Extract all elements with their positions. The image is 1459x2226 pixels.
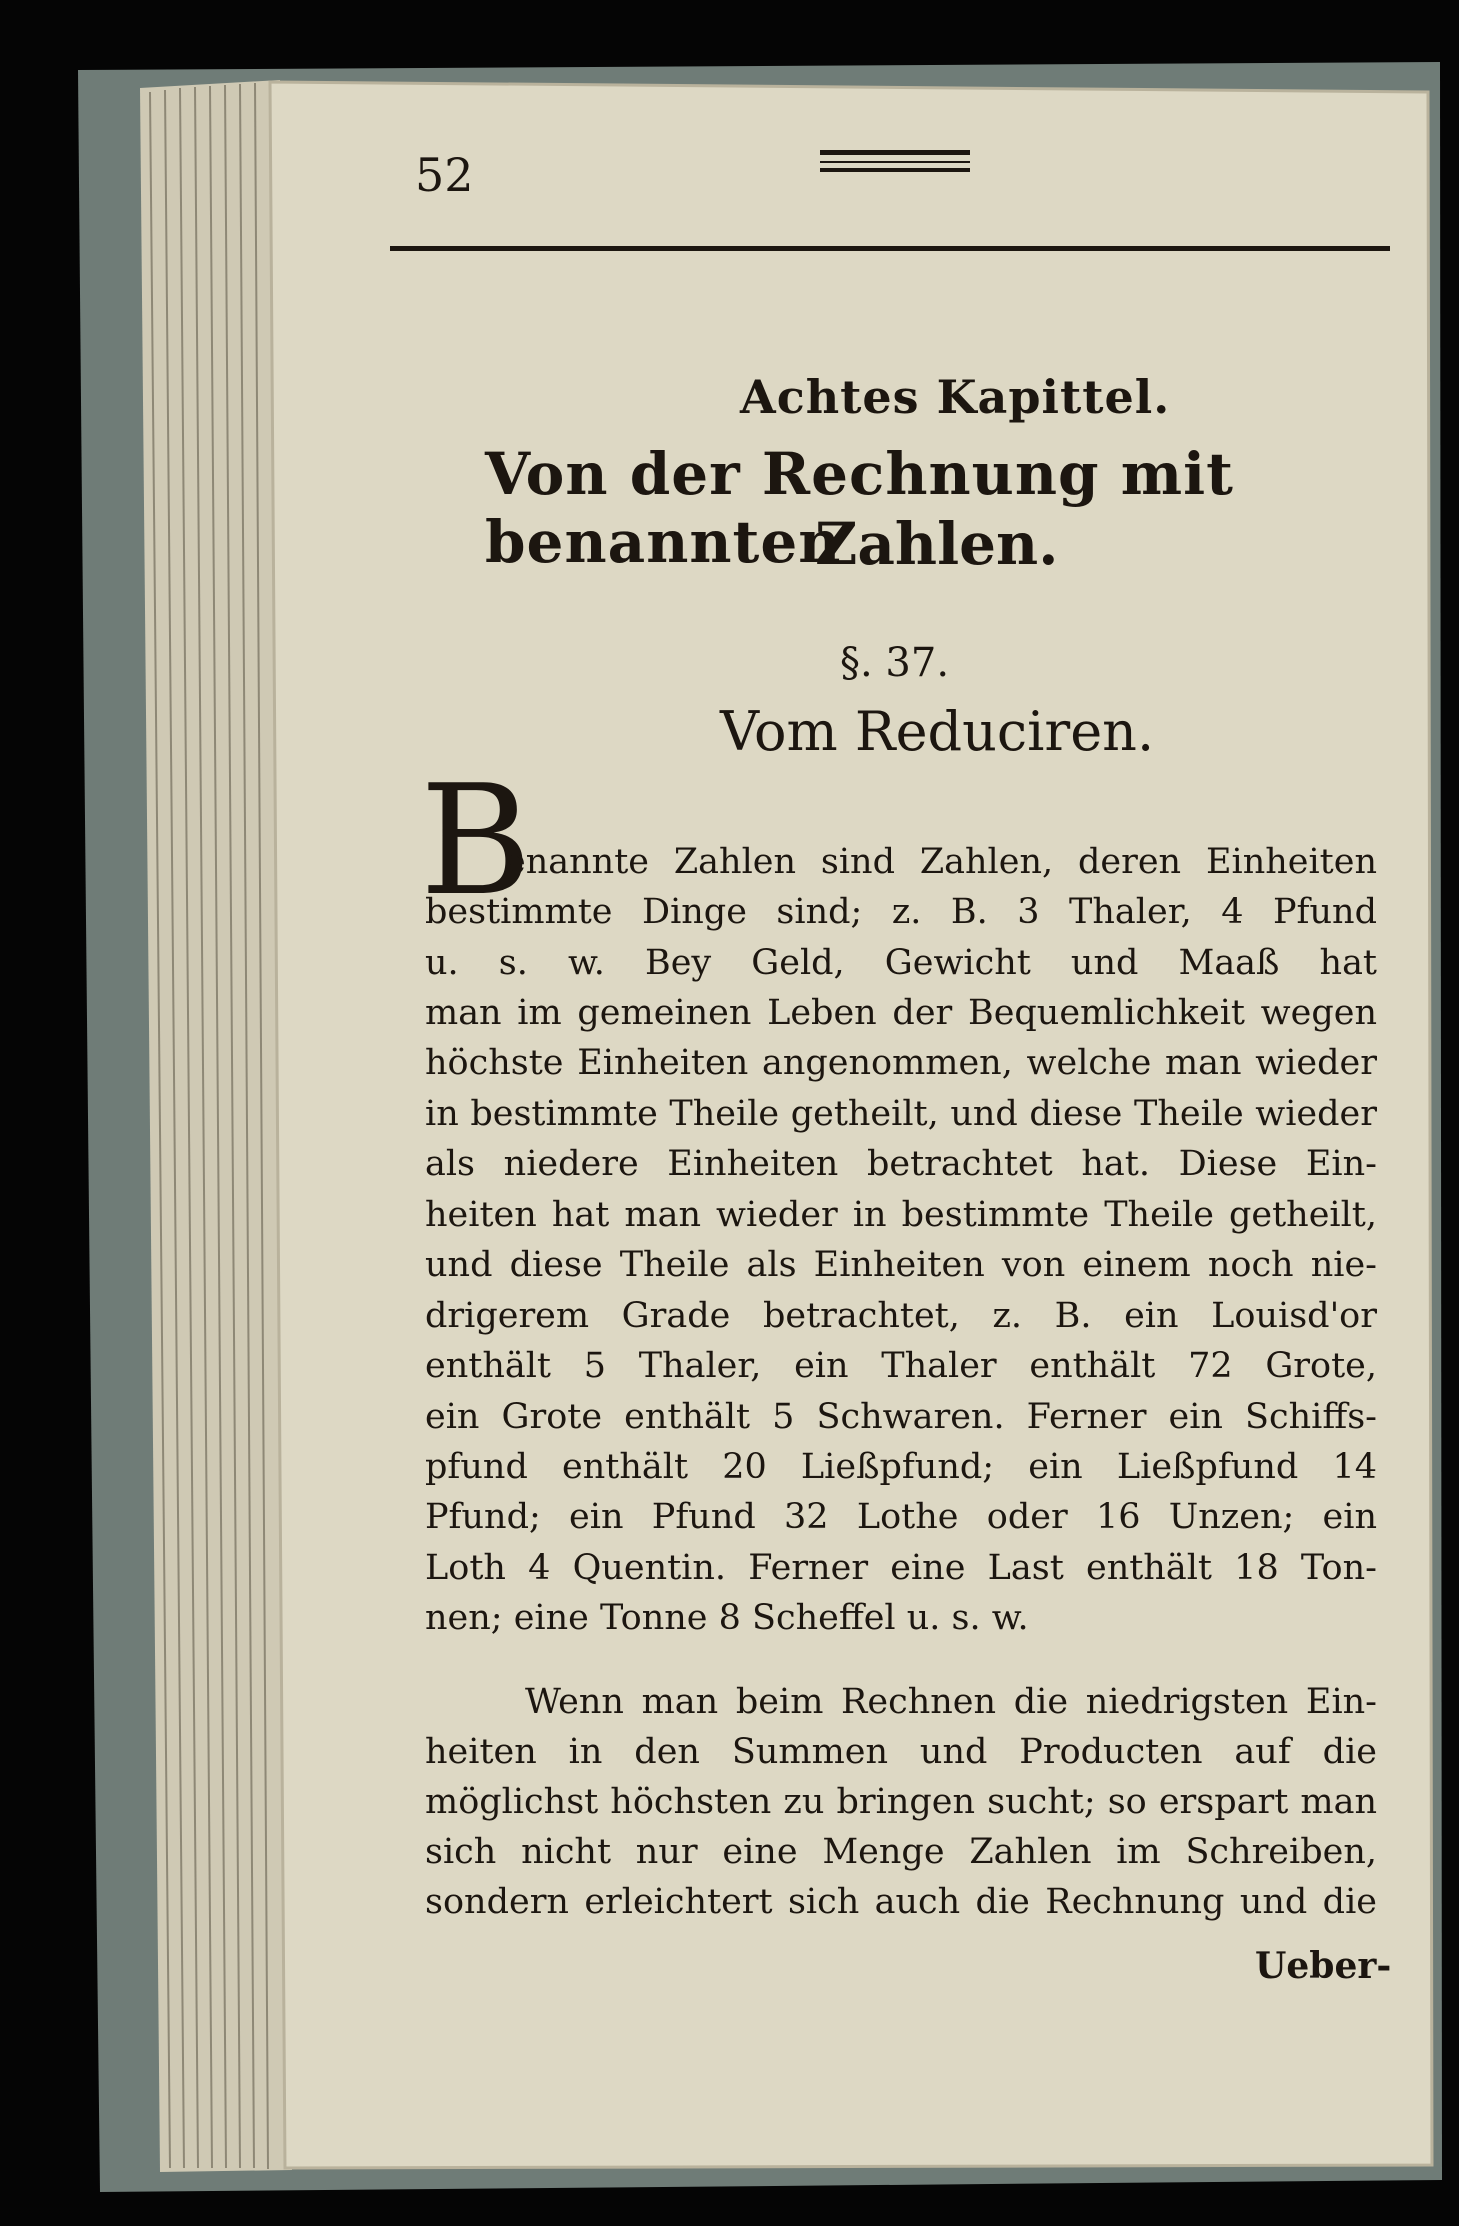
text-line: nen; eine Tonne 8 Scheffel u. s. w. (425, 1598, 1029, 1638)
text-line: als niedere Einheiten betrachtet hat. Diese Ein- (425, 1144, 1377, 1184)
text-line: enannte Zahlen sind Zahlen, deren Einheiten (505, 842, 1377, 882)
text-line: ein Grote enthält 5 Schwaren. Ferner ein Schiffs- (425, 1397, 1377, 1437)
chapter-title: Von der Rechnung mit benannten (485, 440, 1234, 576)
drop-cap: B (420, 752, 532, 929)
chapter-title-continued: Zahlen. (815, 510, 1059, 578)
text-line: höchste Einheiten angenommen, welche man wieder (425, 1043, 1377, 1083)
text-line: sich nicht nur eine Menge Zahlen im Schreiben, (425, 1832, 1377, 1872)
text-line: bestimmte Dinge sind; z. B. 3 Thaler, 4 Pfund (425, 892, 1377, 932)
text-line: enthält 5 Thaler, ein Thaler enthält 72 Grote, (425, 1346, 1377, 1386)
text-line: Loth 4 Quentin. Ferner eine Last enthält 18 Ton- (425, 1548, 1377, 1588)
text-line: sondern erleichtert sich auch die Rechnung und die (425, 1882, 1377, 1922)
section-title: Vom Reduciren. (720, 700, 1155, 763)
chapter-label: Achtes Kapittel. (740, 370, 1171, 424)
section-number: §. 37. (840, 640, 950, 686)
text-line: möglichst höchsten zu bringen sucht; so erspart man (425, 1782, 1377, 1822)
text-line: heiten hat man wieder in bestimmte Theile getheilt, (425, 1195, 1377, 1235)
text-line: in bestimmte Theile getheilt, und diese Theile wieder (425, 1094, 1377, 1134)
text-line: u. s. w. Bey Geld, Gewicht und Maaß hat (425, 943, 1377, 983)
text-line: drigerem Grade betrachtet, z. B. ein Louisd'or (425, 1296, 1377, 1336)
page-edges (140, 80, 292, 2172)
text-line: Wenn man beim Rechnen die niedrigsten Ein- (525, 1682, 1377, 1722)
page-number: 52 (415, 148, 474, 202)
text-line: Pfund; ein Pfund 32 Lothe oder 16 Unzen; ein (425, 1497, 1377, 1537)
catchword: Ueber- (1255, 1945, 1392, 1987)
text-line: man im gemeinen Leben der Bequemlichkeit wegen (425, 993, 1377, 1033)
text-line: heiten in den Summen und Producten auf die (425, 1732, 1377, 1772)
text-line: pfund enthält 20 Ließpfund; ein Ließpfund 14 (425, 1447, 1377, 1487)
text-line: und diese Theile als Einheiten von einem noch nie- (425, 1245, 1377, 1285)
